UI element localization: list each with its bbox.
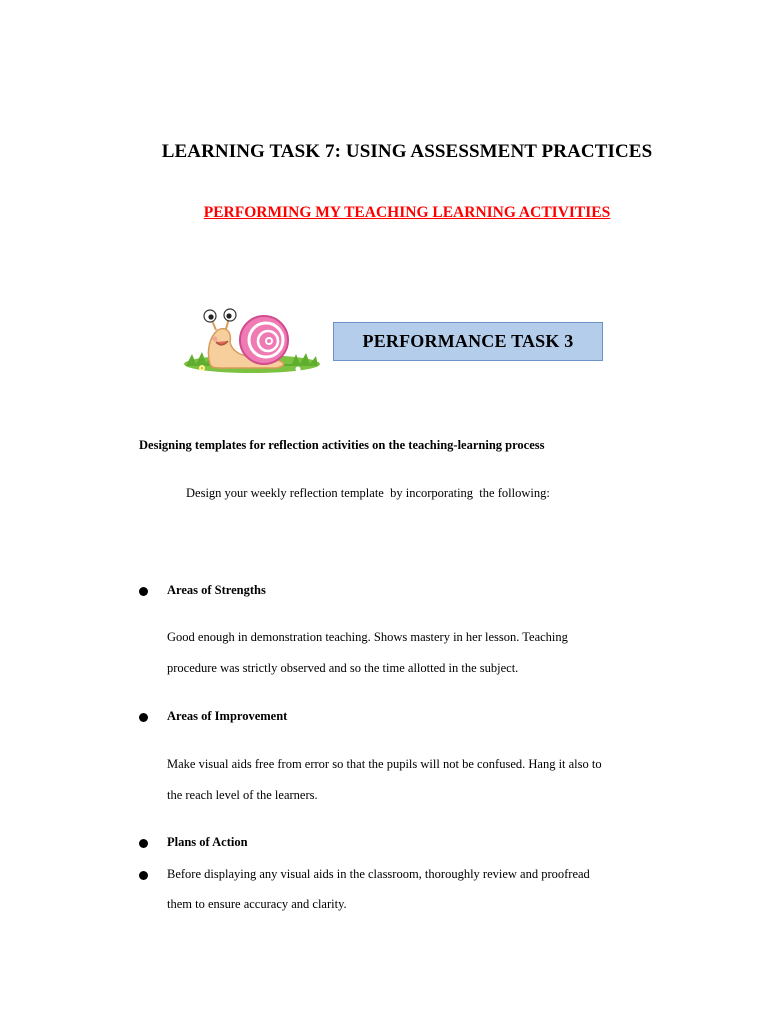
bullet-label: Plans of Action: [167, 835, 248, 849]
bullet-icon: [139, 871, 148, 880]
bullet-icon: [139, 839, 148, 848]
action-item-line-2: them to ensure accuracy and clarity.: [167, 897, 347, 911]
strengths-line-2: procedure was strictly observed and so the time allotted in the subject.: [167, 661, 519, 675]
instruction-text: Design your weekly reflection template by incorporating the following:: [186, 486, 550, 500]
bullet-icon: [139, 587, 148, 596]
strengths-line-1: Good enough in demonstration teaching. Shows mastery in her lesson. Teaching: [167, 630, 568, 644]
document-subtitle: PERFORMING MY TEACHING LEARNING ACTIVITIES: [203, 204, 611, 221]
section-heading: Designing templates for reflection activities on the teaching-learning process: [139, 438, 545, 452]
bullet-label: Areas of Improvement: [167, 709, 288, 723]
bullet-label: Areas of Strengths: [167, 583, 266, 597]
bullet-icon: [139, 713, 148, 722]
improvement-line-1: Make visual aids free from error so that the pupils will not be confused. Hang it also to: [167, 757, 602, 771]
document-title: LEARNING TASK 7: USING ASSESSMENT PRACTICES: [161, 141, 653, 162]
improvement-line-2: the reach level of the learners.: [167, 788, 318, 802]
performance-task-box: [333, 322, 603, 361]
performance-task-label: PERFORMANCE TASK 3: [362, 331, 574, 351]
snail-on-grass-icon: [180, 306, 320, 378]
action-item-line-1: Before displaying any visual aids in the classroom, thoroughly review and proofread: [167, 867, 590, 881]
